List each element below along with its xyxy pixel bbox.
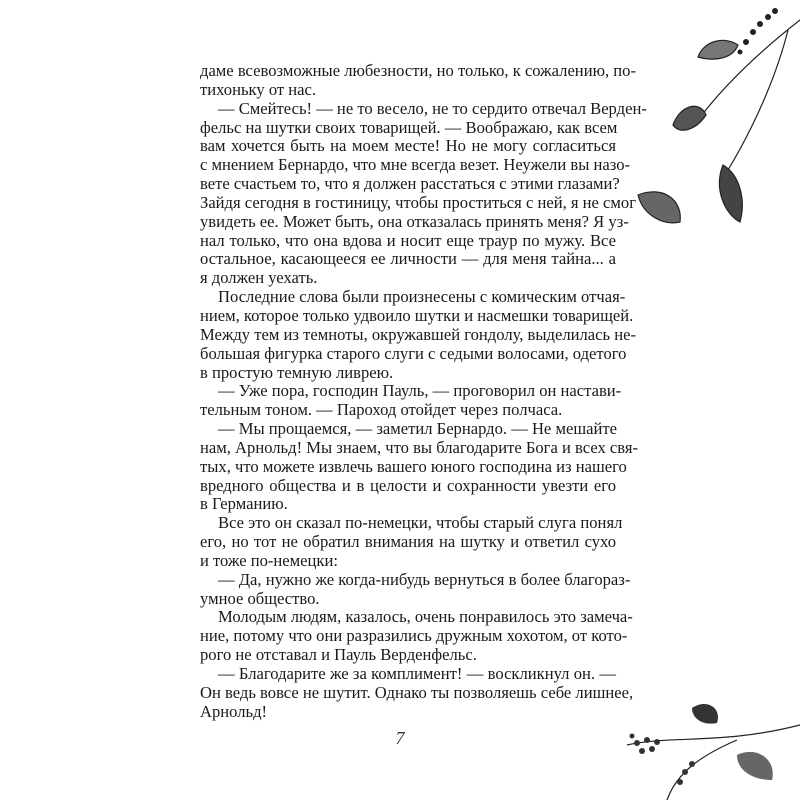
text-line: увидеть ее. Может быть, она отказалась принять меня? Я уз- (200, 211, 629, 231)
text-line: Между тем из темноты, окружавшей гондолу, выделилась не- (200, 324, 636, 344)
text-line: тых, что можете извлечь вашего юного господина из нашего (200, 456, 627, 476)
text-line: нам, Арнольд! Мы знаем, что вы благодарите Бога и всех свя- (200, 437, 639, 457)
paragraph (200, 569, 631, 609)
text-line: Молодым людям, казалось, очень понравилось это замеча- (218, 607, 633, 627)
paragraph (200, 98, 647, 288)
paragraph (200, 381, 622, 420)
text-line: тихоньку от нас. (200, 79, 317, 99)
paragraph (200, 419, 639, 514)
text-line: и тоже по-немецки: (200, 550, 338, 570)
text-line: в Германию. (200, 494, 288, 514)
text-line: — Мы прощаемся, — заметил Бернардо. — Не мешайте (218, 419, 617, 439)
text-line: — Смейтесь! — не то весело, не то сердито отвечал Верден- (218, 98, 647, 118)
text-line: даме всевозможные любезности, но только, к сожалению, по- (200, 61, 636, 80)
text-line: — Да, нужно же когда-нибудь вернуться в более благораз- (218, 569, 631, 589)
text-line: фельс на шутки своих товарищей. — Воображаю, как всем (200, 117, 618, 137)
text-line: его, но тот не обратил внимания на шутку и ответил сухо (200, 532, 616, 552)
text-line: Зайдя сегодня в гостиницу, чтобы проститься с ней, я не смог (200, 192, 637, 212)
leaf-ornament-top-right (628, 0, 800, 240)
text-line: с мнением Бернардо, что мне всегда везет. Неужели вы назо- (200, 155, 631, 175)
text-line: Последние слова были произнесены с комическим отчая- (218, 287, 626, 307)
text-line: ние, потому что они разразились дружным хохотом, от кото- (200, 626, 628, 646)
text-line: вете счастьем то, что я должен расстаться с этими глазами? (200, 174, 620, 194)
text-line: Он ведь вовсе не шутит. Однако ты позволяешь себе лишнее, (200, 682, 634, 702)
text-line: — Благодарите же за комплимент! — воскликнул он. — (218, 664, 616, 683)
text-line: вредного общества и в целости и сохранности увезти его (200, 475, 616, 495)
text-line: большая фигурка старого слуги с седыми волосами, одетого (200, 343, 627, 363)
paragraph (200, 61, 636, 100)
text-line: рого не отставал и Пауль Верденфельс. (200, 645, 477, 665)
paragraph (200, 513, 623, 571)
page-number: 7 (395, 728, 405, 748)
text-line: нием, которое только удвоило шутки и насмешки товарищей. (200, 305, 634, 325)
text-line: вам хочется быть на моем месте! Но не могу согласиться (200, 136, 616, 156)
paragraph (200, 664, 634, 722)
text-line: я должен уехать. (200, 268, 318, 288)
text-line: тельным тоном. — Пароход отойдет через полчаса. (200, 400, 563, 420)
text-line: нал только, что она вдова и носит еще траур по мужу. Все (200, 230, 616, 250)
text-line: умное общество. (200, 588, 320, 608)
text-line: — Уже пора, господин Пауль, — проговорил он настави- (218, 381, 622, 401)
paragraph (200, 287, 636, 382)
text-line: остальное, касающееся ее личности — для меня тайна... а (200, 249, 616, 269)
text-line: Все это он сказал по-немецки, чтобы старый слуга понял (218, 513, 623, 533)
body-text (200, 61, 647, 722)
text-line: в простую темную ливрею. (200, 362, 394, 382)
text-line: Арнольд! (200, 701, 268, 721)
paragraph (200, 607, 633, 665)
leaf-ornament-bottom-right (622, 690, 800, 800)
